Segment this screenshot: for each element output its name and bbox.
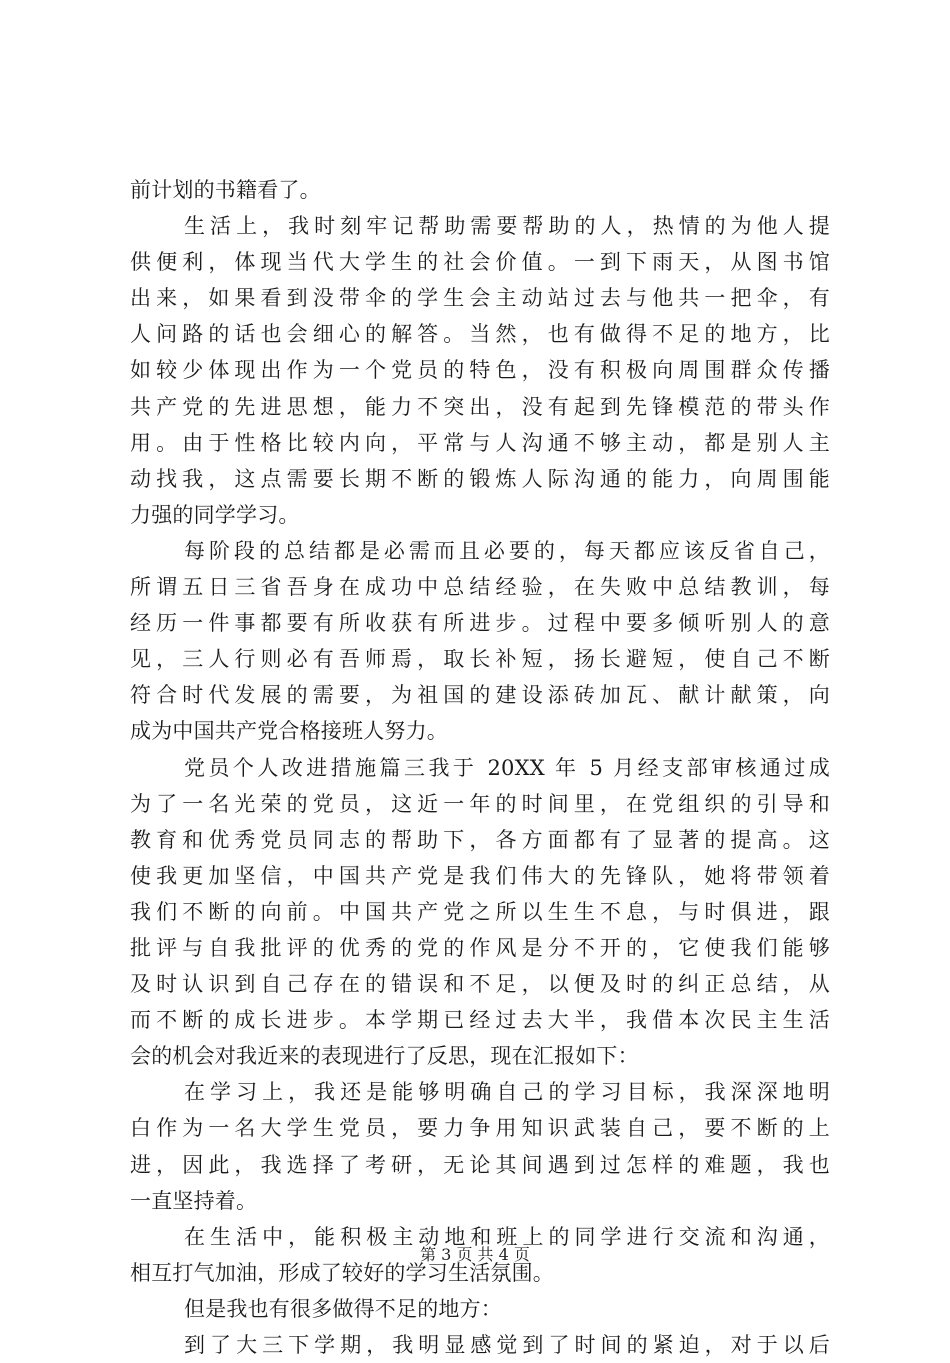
text-line: 使我更加坚信，中国共产党是我们伟大的先锋队，她将带领着 xyxy=(130,863,830,888)
text-line: 在生活中，能积极主动地和班上的同学进行交流和沟通， xyxy=(184,1224,830,1249)
text-line: 成为中国共产党合格接班人努力。 xyxy=(130,719,448,744)
text-line: 经历一件事都要有所收获有所进步。过程中要多倾听别人的意 xyxy=(130,611,830,636)
text-line: 人问路的话也会细心的解答。当然，也有做得不足的地方，比 xyxy=(130,322,830,347)
text-line: 如较少体现出作为一个党员的特色，没有积极向周围群众传播 xyxy=(130,358,830,383)
text-line: 共产党的先进思想，能力不突出，没有起到先锋模范的带头作 xyxy=(130,394,830,419)
text-line: 出来，如果看到没带伞的学生会主动站过去与他共一把伞，有 xyxy=(130,286,830,311)
text-line: 教育和优秀党员同志的帮助下，各方面都有了显著的提高。这 xyxy=(130,827,830,852)
text-line: 及时认识到自己存在的错误和不足，以便及时的纠正总结，从 xyxy=(130,972,830,997)
text-line: 生活上，我时刻牢记帮助需要帮助的人，热情的为他人提 xyxy=(184,214,830,239)
text-line: 前计划的书籍看了。 xyxy=(130,178,321,202)
text-line: 符合时代发展的需要，为祖国的建设添砖加瓦、献计献策，向 xyxy=(130,683,830,708)
text-line: 为了一名光荣的党员，这近一年的时间里，在党组织的引导和 xyxy=(130,791,830,816)
text-line: 在学习上，我还是能够明确自己的学习目标，我深深地明 xyxy=(184,1080,830,1105)
text-line: 用。由于性格比较内向，平常与人沟通不够主动，都是别人主 xyxy=(130,430,830,455)
body-text xyxy=(130,172,830,1363)
text-line: 一直坚持着。 xyxy=(130,1188,258,1213)
text-line: 每阶段的总结都是必需而且必要的，每天都应该反省自己， xyxy=(184,538,830,563)
text-line: 见，三人行则必有吾师焉，取长补短，扬长避短，使自己不断 xyxy=(130,647,830,672)
text-line: 党员个人改进措施篇三我于 20XX 年 5 月经支部审核通过成 xyxy=(184,755,830,780)
text-line: 白作为一名大学生党员，要力争用知识武装自己，要不断的上 xyxy=(130,1116,830,1141)
text-line: 但是我也有很多做得不足的地方： xyxy=(184,1296,502,1321)
text-line: 供便利，体现当代大学生的社会价值。一到下雨天，从图书馆 xyxy=(130,250,830,275)
page-footer xyxy=(0,1245,950,1265)
text-line: 会的机会对我近来的表现进行了反思，现在汇报如下： xyxy=(130,1044,639,1069)
text-line: 我们不断的向前。中国共产党之所以生生不息，与时俱进，跟 xyxy=(130,899,830,924)
text-line: 相互打气加油，形成了较好的学习生活氛围。 xyxy=(130,1260,554,1285)
text-line: 进，因此，我选择了考研，无论其间遇到过怎样的难题，我也 xyxy=(130,1152,830,1177)
text-line: 所谓五日三省吾身在成功中总结经验，在失败中总结教训，每 xyxy=(130,575,830,600)
text-line: 而不断的成长进步。本学期已经过去大半，我借本次民主生活 xyxy=(130,1008,830,1033)
text-line: 批评与自我批评的优秀的党的作风是分不开的，它使我们能够 xyxy=(130,935,830,960)
text-line: 动找我，这点需要长期不断的锻炼人际沟通的能力，向周围能 xyxy=(130,466,830,491)
text-line: 力强的同学学习。 xyxy=(130,502,300,527)
page-number: 第 3 页 共 4 页 xyxy=(420,1245,530,1264)
text-line: 到了大三下学期，我明显感觉到了时间的紧迫，对于以后 xyxy=(184,1333,830,1357)
